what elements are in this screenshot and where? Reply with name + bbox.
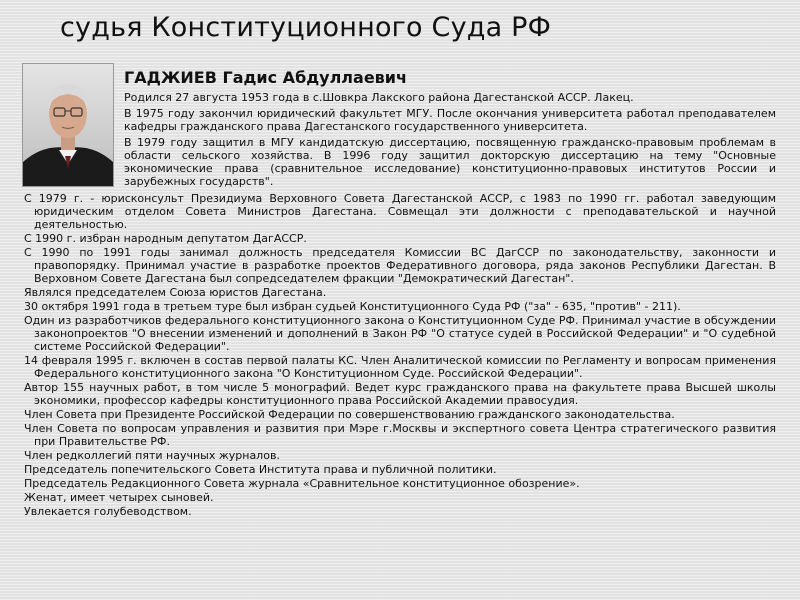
bio-paragraph: В 1975 году закончил юридический факультет МГУ. После окончания университета работал преподавателем кафедры гражданского права Дагестанского государственного университета. <box>124 107 776 133</box>
bio-paragraph: С 1990 г. избран народным депутатом ДагАССР. <box>24 232 307 245</box>
bio-paragraph: 14 февраля 1995 г. включен в состав первой палаты КС. Член Аналитической комиссии по Регламенту и вопросам применения Федерального конституционного закона "О Конституционном Суде. Российской Федерации". <box>24 354 776 380</box>
bio-paragraph: Увлекается голубеводством. <box>24 505 192 518</box>
portrait-photo <box>22 63 114 187</box>
bio-paragraph: Председатель Редакционного Совета журнала «Сравнительное конституционное обозрение». <box>24 477 580 490</box>
bio-paragraph: Член Совета по вопросам управления и развития при Мэре г.Москвы и экспертного совета Центра стратегического развития при Правительстве РФ. <box>24 422 776 448</box>
bio-paragraph: Член Совета при Президенте Российской Федерации по совершенствованию гражданского законодательства. <box>24 408 675 421</box>
person-portrait-image <box>23 64 113 186</box>
bio-paragraph: Один из разработчиков федерального конституционного закона о Конституционном Суде РФ. Принимал участие в обсуждении законопроектов "О внесении изменений и дополнений в Закон РФ "О статусе судей в Российской Федерации" и "О судебной системе Российской Федерации". <box>24 314 776 353</box>
bio-paragraph: С 1990 по 1991 годы занимал должность председателя Комиссии ВС ДагССР по законодательству, законности и правопорядку. Принимал участие в разработке проектов Федеративного договора, ряда законов Республики Дагестан. В Верховном Совете Дагестана был сопредседателем фракции "Демократический Дагестан". <box>24 246 776 285</box>
bio-paragraph: В 1979 году защитил в МГУ кандидатскую диссертацию, посвященную гражданско-правовым проблемам в области сельского хозяйства. В 1996 году защитил докторскую диссертацию на тему "Основные экономические права (сравнительное исследование) конституционно-правовых институтов России и зарубежных государств". <box>124 136 776 188</box>
slide-title: судья Конституционного Суда РФ <box>60 12 552 43</box>
bio-paragraph: Председатель попечительского Совета Института права и публичной политики. <box>24 463 497 476</box>
bio-paragraph: Автор 155 научных работ, в том числе 5 монографий. Ведет курс гражданского права на факультете права Высшей школы экономики, профессор кафедры конституционного права Российской Академии правосудия. <box>24 381 776 407</box>
bio-paragraph: Родился 27 августа 1953 года в с.Шовкра Лакского района Дагестанской АССР. Лакец. <box>124 91 634 104</box>
person-name: ГАДЖИЕВ Гадис Абдуллаевич <box>124 68 407 87</box>
bio-lower-section <box>24 192 776 519</box>
bio-paragraph: Член редколлегий пяти научных журналов. <box>24 449 280 462</box>
bio-paragraph: Женат, имеет четырех сыновей. <box>24 491 214 504</box>
bio-paragraph: С 1979 г. - юрисконсульт Президиума Верховного Совета Дагестанской АССР, с 1983 по 1990 гг. работал заведующим юридическим отделом Совета Министров Дагестана. Совмещал эти должности с преподавательской и научной деятельностью. <box>24 192 776 231</box>
bio-top-section <box>124 91 776 191</box>
bio-paragraph: 30 октября 1991 года в третьем туре был избран судьей Конституционного Суда РФ ("за" - 635, "против" - 211). <box>24 300 681 313</box>
bio-paragraph: Являлся председателем Союза юристов Дагестана. <box>24 286 327 299</box>
